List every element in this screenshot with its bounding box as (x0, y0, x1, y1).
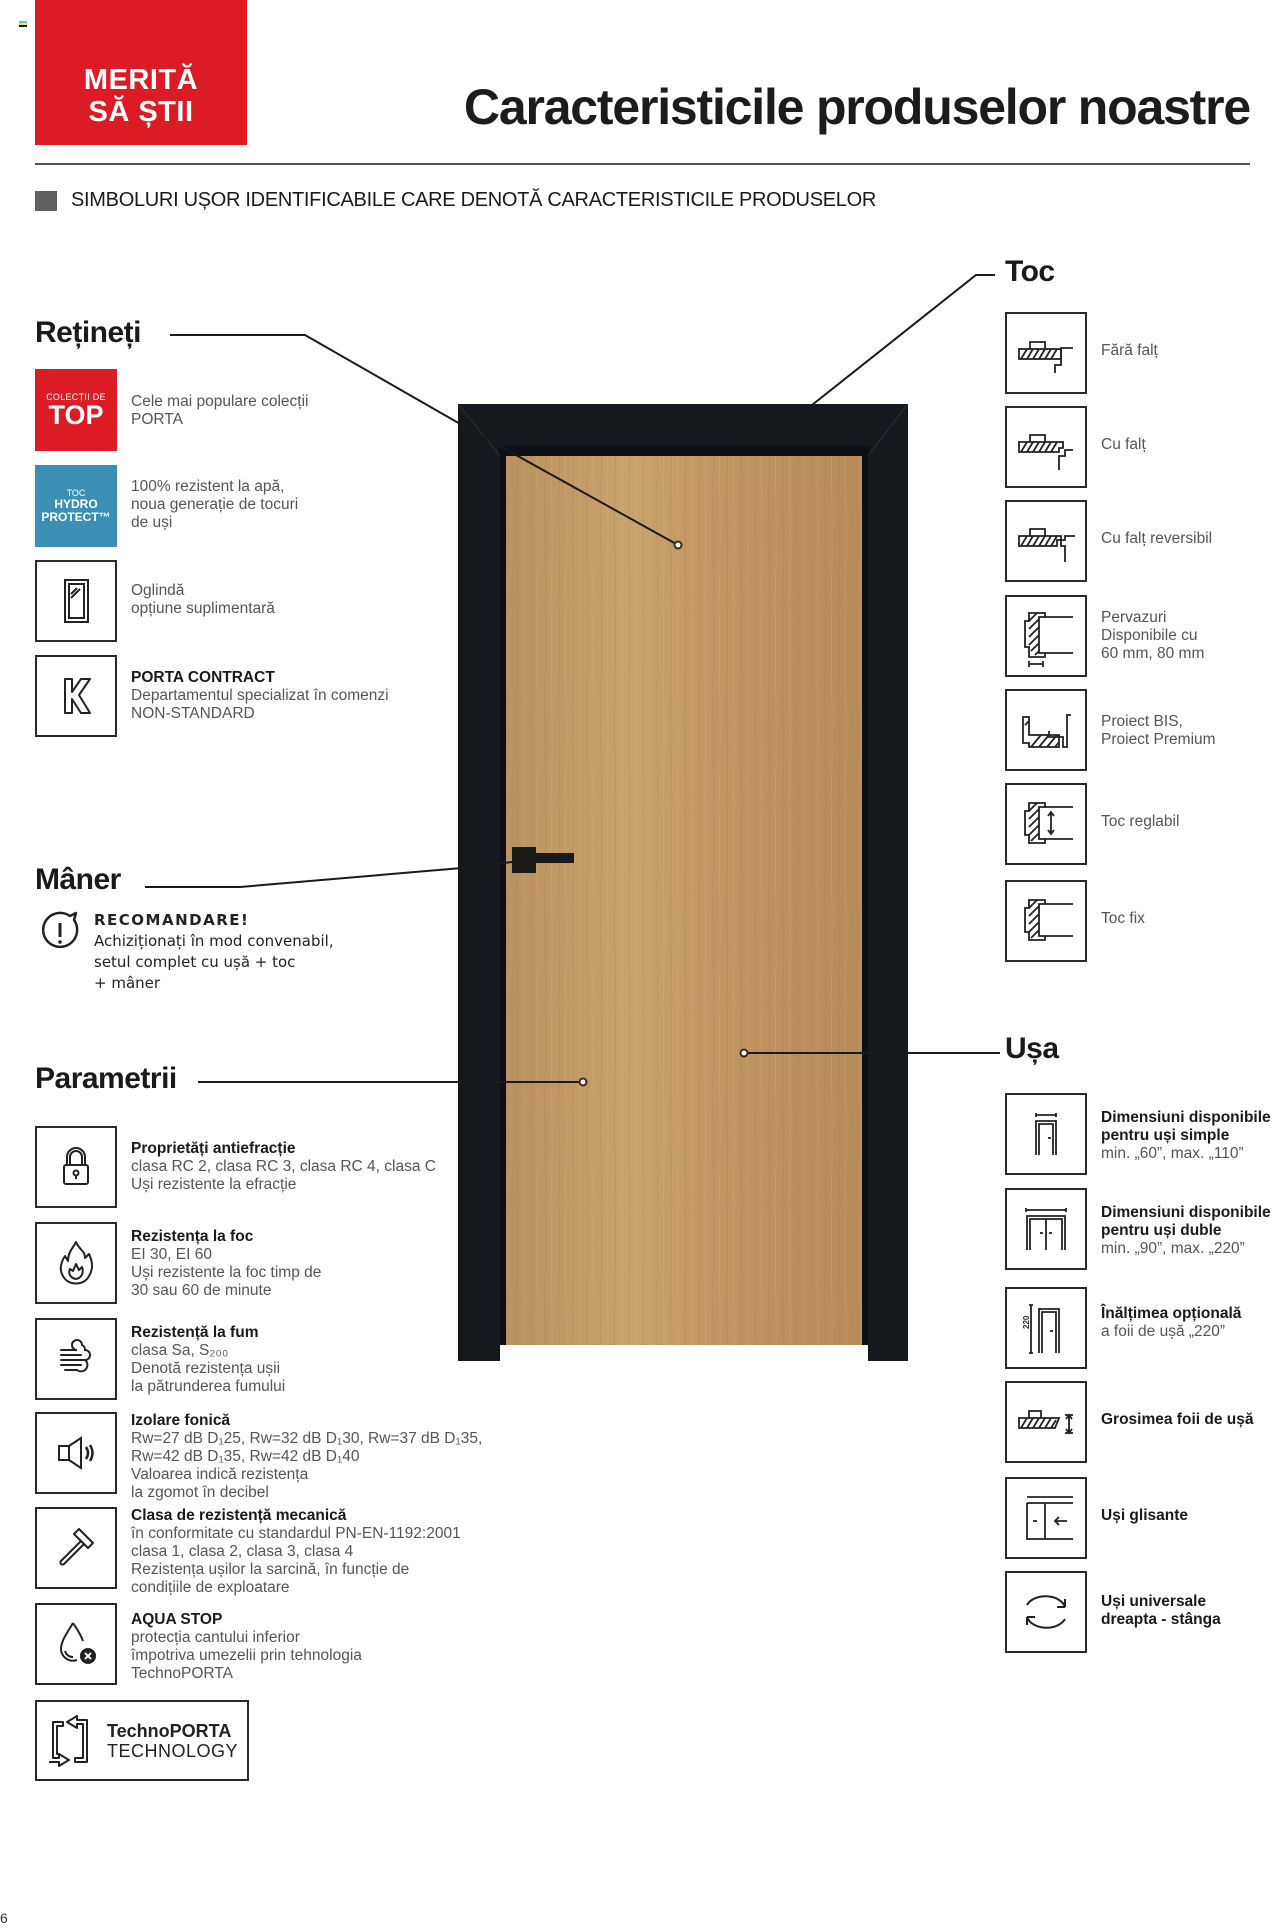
project-frame-icon (1005, 689, 1087, 771)
item-line: Toc fix (1101, 910, 1145, 927)
toc-item-no-rebate (1005, 312, 1158, 394)
item-line: Denotă rezistența ușii (131, 1360, 281, 1377)
door-illustration (458, 404, 908, 1361)
item-line: Uși rezistente la efracție (131, 1176, 297, 1193)
page-number: 6 (0, 1910, 8, 1926)
fixed-frame-icon (1005, 880, 1087, 962)
item-bold-title: Izolare fonică (131, 1412, 231, 1429)
item-line: PORTA (131, 411, 183, 428)
item-bold-line: dreapta - stânga (1101, 1611, 1221, 1628)
hydro-protect-badge-icon (35, 465, 117, 547)
item-line: min. „90”, max. „220” (1101, 1240, 1245, 1257)
retineti-item-top-collections (35, 369, 308, 451)
item-line: Fără falț (1101, 342, 1158, 359)
item-line: Cu falț (1101, 436, 1146, 453)
item-line: NON-STANDARD (131, 705, 255, 722)
item-line: Pervazuri (1101, 609, 1167, 626)
item-line: Rezistența ușilor la sarcină, în funcție de (131, 1561, 410, 1578)
item-line: Valoarea indică rezistența (131, 1466, 309, 1483)
badge-small-text: TOC (66, 488, 86, 498)
item-line: noua generație de tocuri (131, 496, 299, 513)
item-line: împotriva umezelii prin tehnologia (131, 1647, 362, 1664)
height-label: 220 (1022, 1315, 1031, 1329)
item-bold-title: PORTA CONTRACT (131, 669, 275, 686)
mirror-icon (35, 560, 117, 642)
item-line: Disponibile cu (1101, 627, 1198, 644)
k-contract-icon (35, 655, 117, 737)
item-line: în conformitate cu standardul PN-EN-1192:2001 (131, 1525, 461, 1542)
usa-item-double-door (1005, 1188, 1271, 1270)
double-door-icon (1005, 1188, 1087, 1270)
retineti-item-hydro-protect (35, 465, 298, 547)
page-title: Caracteristicile produselor noastre (463, 79, 1250, 135)
badge-big-text: HYDRO (54, 497, 98, 511)
section-title-usa: Ușa (1005, 1032, 1059, 1065)
exclamation-bubble-icon (38, 910, 82, 954)
item-line: Cu falț reversibil (1101, 530, 1213, 547)
item-line: Oglindă (131, 582, 185, 599)
square-bullet-icon (35, 191, 57, 211)
recommendation-line: Achiziționați în mod convenabil, (94, 932, 334, 950)
item-bold-line: Grosimea foii de ușă (1101, 1411, 1254, 1428)
item-bold-title: Rezistența la foc (131, 1228, 254, 1245)
toc-item-rebate (1005, 406, 1146, 488)
param-item-smoke-resistance (35, 1318, 285, 1400)
recommendation-note (38, 910, 334, 994)
single-door-icon (1005, 1093, 1087, 1175)
item-line: Rw=42 dB D₁35, Rw=42 dB D₁40 (131, 1448, 360, 1465)
speaker-icon (35, 1412, 117, 1494)
section-subheading (35, 189, 876, 212)
usa-item-door-thickness (1005, 1381, 1253, 1463)
adjustable-frame-icon (1005, 783, 1087, 865)
door-height-icon (1005, 1287, 1087, 1369)
recommendation-line: setul complet cu ușă + toc (94, 953, 296, 971)
retineti-item-mirror (35, 560, 275, 642)
frame-no-rebate-icon (1005, 312, 1087, 394)
badge-big-text: PROTECT™ (41, 510, 111, 524)
toc-item-reversible-rebate (1005, 500, 1212, 582)
item-bold-line: Uși universale (1101, 1593, 1207, 1610)
recommendation-line: + mâner (94, 974, 161, 992)
param-item-fire-resistance (35, 1222, 321, 1304)
item-bold-line: Dimensiuni disponibile (1101, 1204, 1271, 1221)
print-color-mark (19, 21, 27, 27)
item-bold-line: pentru uși simple (1101, 1127, 1230, 1144)
param-item-sound-insulation (35, 1412, 482, 1502)
frame-reversible-rebate-icon (1005, 500, 1087, 582)
item-line: la pătrunderea fumului (131, 1378, 286, 1395)
item-line: Proiect BIS, (1101, 713, 1183, 730)
padlock-icon (35, 1126, 117, 1208)
param-item-antiburglary (35, 1126, 436, 1208)
subheading-text: SIMBOLURI UȘOR IDENTIFICABILE CARE DENOTĂ CARACTERISTICILE PRODUSELOR (71, 189, 876, 211)
section-title-parametrii: Parametrii (35, 1062, 177, 1095)
retineti-item-porta-contract (35, 655, 389, 737)
logo-line-2: TECHNOLOGY (107, 1740, 239, 1761)
door-thickness-icon (1005, 1381, 1087, 1463)
item-line: a foii de ușă „220” (1101, 1323, 1226, 1340)
badge-line-2: SĂ ȘTII (88, 96, 194, 128)
item-line: Uși rezistente la foc timp de (131, 1264, 322, 1281)
item-line: condițiile de exploatare (131, 1579, 290, 1596)
param-item-aqua-stop (35, 1603, 362, 1685)
merita-sa-stii-badge (35, 0, 247, 145)
item-line: opțiune suplimentară (131, 600, 275, 617)
swap-arrows-icon (49, 1714, 99, 1768)
usa-item-sliding-door (1005, 1477, 1188, 1559)
item-line: clasa RC 2, clasa RC 3, clasa RC 4, clasa C (131, 1158, 436, 1175)
logo-line-1: TechnoPORTA (107, 1720, 232, 1741)
item-bold-title: Clasa de rezistență mecanică (131, 1507, 347, 1524)
badge-small-text: COLECȚII DE (46, 391, 106, 402)
item-bold-line: Uși glisante (1101, 1507, 1188, 1524)
item-line: Rw=27 dB D₁25, Rw=32 dB D₁30, Rw=37 dB D₁35, (131, 1430, 483, 1447)
reversible-door-icon (1005, 1571, 1087, 1653)
frame-rebate-icon (1005, 406, 1087, 488)
toc-item-project (1005, 689, 1216, 771)
item-line: la zgomot în decibel (131, 1484, 269, 1501)
title-divider (35, 163, 1250, 165)
technoporta-technology-logo (35, 1700, 249, 1781)
item-line: clasa Sa, S₂₀₀ (131, 1342, 229, 1359)
section-title-toc: Toc (1005, 255, 1055, 288)
item-bold-line: pentru uși duble (1101, 1222, 1222, 1239)
item-line: clasa 1, clasa 2, clasa 3, clasa 4 (131, 1543, 354, 1560)
usa-item-door-height (1005, 1287, 1241, 1369)
smoke-icon (35, 1318, 117, 1400)
toc-item-architraves (1005, 595, 1204, 677)
usa-item-single-door (1005, 1093, 1271, 1175)
badge-big-text: TOP (48, 399, 104, 430)
architrave-icon (1005, 595, 1087, 677)
item-bold-line: Dimensiuni disponibile (1101, 1109, 1271, 1126)
item-line: de uși (131, 514, 173, 531)
item-line: Toc reglabil (1101, 813, 1180, 830)
fire-icon (35, 1222, 117, 1304)
item-line: min. „60”, max. „110” (1101, 1145, 1244, 1162)
item-line: TechnoPORTA (131, 1665, 233, 1682)
sliding-door-icon (1005, 1477, 1087, 1559)
item-line: EI 30, EI 60 (131, 1246, 212, 1263)
item-line: 60 mm, 80 mm (1101, 645, 1205, 662)
item-line: 100% rezistent la apă, (131, 478, 285, 495)
param-item-mechanical-resistance (35, 1507, 461, 1597)
badge-line-1: MERITĂ (83, 64, 199, 96)
item-line: protecția cantului inferior (131, 1629, 300, 1646)
top-collection-badge-icon (35, 369, 117, 451)
toc-item-adjustable (1005, 783, 1179, 865)
item-bold-title: Proprietăți antiefracție (131, 1140, 296, 1157)
item-line: Proiect Premium (1101, 731, 1216, 748)
item-line: 30 sau 60 de minute (131, 1282, 272, 1299)
hammer-icon (35, 1507, 117, 1589)
item-bold-title: AQUA STOP (131, 1611, 223, 1628)
section-title-maner: Mâner (35, 863, 121, 896)
recommendation-title: RECOMANDARE! (94, 911, 250, 929)
section-title-retineti: Rețineți (35, 316, 142, 349)
item-bold-title: Rezistență la fum (131, 1324, 259, 1341)
item-line: Departamentul specializat în comenzi (131, 687, 389, 704)
toc-item-fixed (1005, 880, 1145, 962)
water-drop-stop-icon (35, 1603, 117, 1685)
item-bold-line: Înălțimea opțională (1101, 1305, 1242, 1322)
item-line: Cele mai populare colecții (131, 393, 309, 410)
usa-item-reversible-door (1005, 1571, 1221, 1653)
